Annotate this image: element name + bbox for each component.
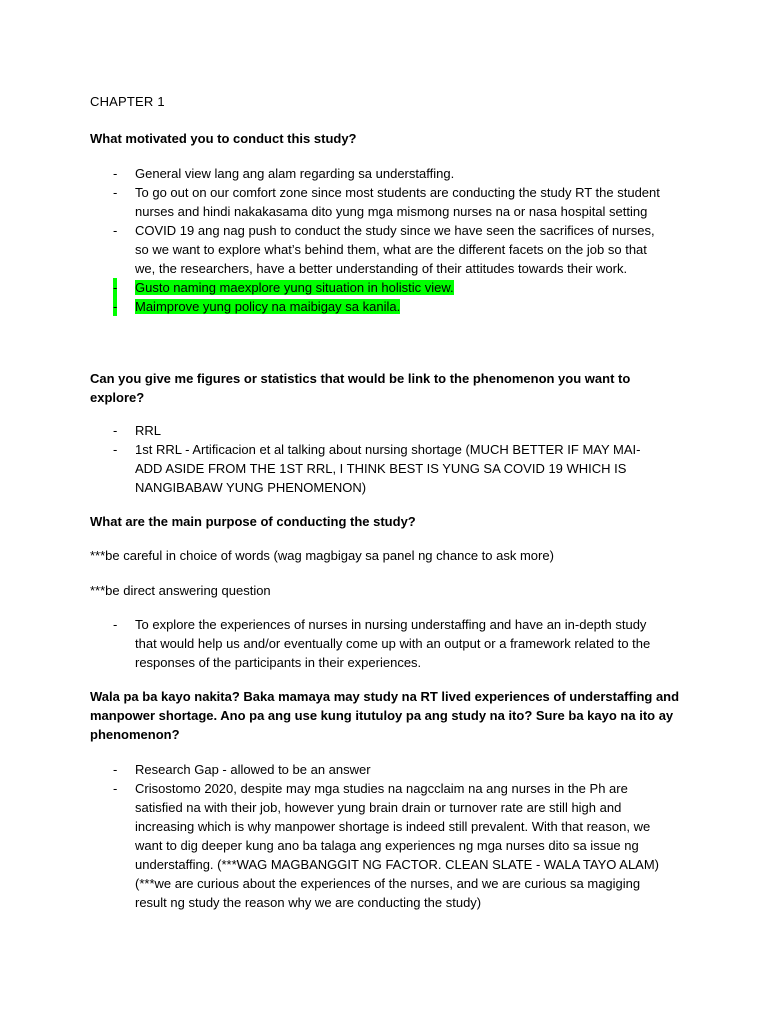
bullet-dash: - [113,762,118,777]
list-item [90,221,665,278]
list-item-highlighted [90,278,665,297]
note-2: ***be direct answering question [90,583,271,598]
list-item-text: RRL [135,423,162,438]
bullet-dash: - [113,781,118,796]
question-4: Wala pa ba kayo nakita? Baka mamaya may study na RT lived experiences of understaffing and manpower shortage. Ano pa ang use kung itutuloy pa ang study na ito? Sure ba kayo na ito ay phenomenon? [90,689,680,742]
answer-list-2 [90,421,680,497]
list-item-text: To go out on our comfort zone since most students are conducting the study RT the student nurses and hindi nakakasama dito yung mga mismong nurses na or nasa hospital setting [135,185,660,219]
bullet-dash: - [113,617,118,632]
list-item [90,760,665,779]
list-item-text: Crisostomo 2020, despite may mga studies na nagcclaim na ang nurses in the Ph are satisfied na with their job, however yung brain drain or turnover rate are still high and increasing which is why manpower shortage is indeed still prevalent. With that reason, we want to dig deeper kung ano ba talaga ang experiences ng mga nurses dito sa issue ng understaffing. (***WAG MAGBANGGIT NG FACTOR. CLEAN SLATE - WALA TAYO ALAM) (***we are curious about the experiences of the nurses, and we are curious sa magiging result ng study the reason why we are conducting the study) [135,781,659,910]
note-1: ***be careful in choice of words (wag magbigay sa panel ng chance to ask more) [90,548,554,563]
list-item [90,779,665,912]
chapter-heading: CHAPTER 1 [90,94,165,109]
answer-list-3 [90,615,680,672]
answer-list-4 [90,760,680,912]
bullet-dash: - [113,166,118,181]
list-item [90,615,665,672]
list-item [90,440,665,497]
highlighted-text: Gusto naming maexplore yung situation in holistic view. [135,280,454,295]
bullet-dash: - [113,299,118,314]
bullet-dash: - [113,223,118,238]
question-3: What are the main purpose of conducting the study? [90,514,416,529]
highlighted-text: Maimprove yung policy na maibigay sa kanila. [135,299,401,314]
answer-list-1 [90,164,680,316]
question-1: What motivated you to conduct this study? [90,131,357,146]
list-item-text: 1st RRL - Artificacion et al talking about nursing shortage (MUCH BETTER IF MAY MAI-ADD ASIDE FROM THE 1ST RRL, I THINK BEST IS YUNG SA COVID 19 WHICH IS NANGIBABAW YUNG PHENOMENON) [135,442,641,495]
bullet-dash: - [113,442,118,457]
list-item-text: Research Gap - allowed to be an answer [135,762,371,777]
list-item-text: To explore the experiences of nurses in nursing understaffing and have an in-depth study that would help us and/or eventually come up with an output or a framework related to the responses of the participants in their experiences. [135,617,651,670]
bullet-dash: - [113,280,118,295]
list-item-highlighted [90,297,665,316]
list-item-text: COVID 19 ang nag push to conduct the study since we have seen the sacrifices of nurses, so we want to explore what’s behind them, what are the different facets on the job so that we, the researchers, have a better understanding of their attitudes towards their work. [135,223,655,276]
bullet-dash: - [113,423,118,438]
question-2: Can you give me figures or statistics that would be link to the phenomenon you want to explore? [90,371,631,405]
list-item [90,183,665,221]
list-item [90,164,665,183]
list-item-text: General view lang ang alam regarding sa understaffing. [135,166,455,181]
list-item [90,421,665,440]
bullet-dash: - [113,185,118,200]
